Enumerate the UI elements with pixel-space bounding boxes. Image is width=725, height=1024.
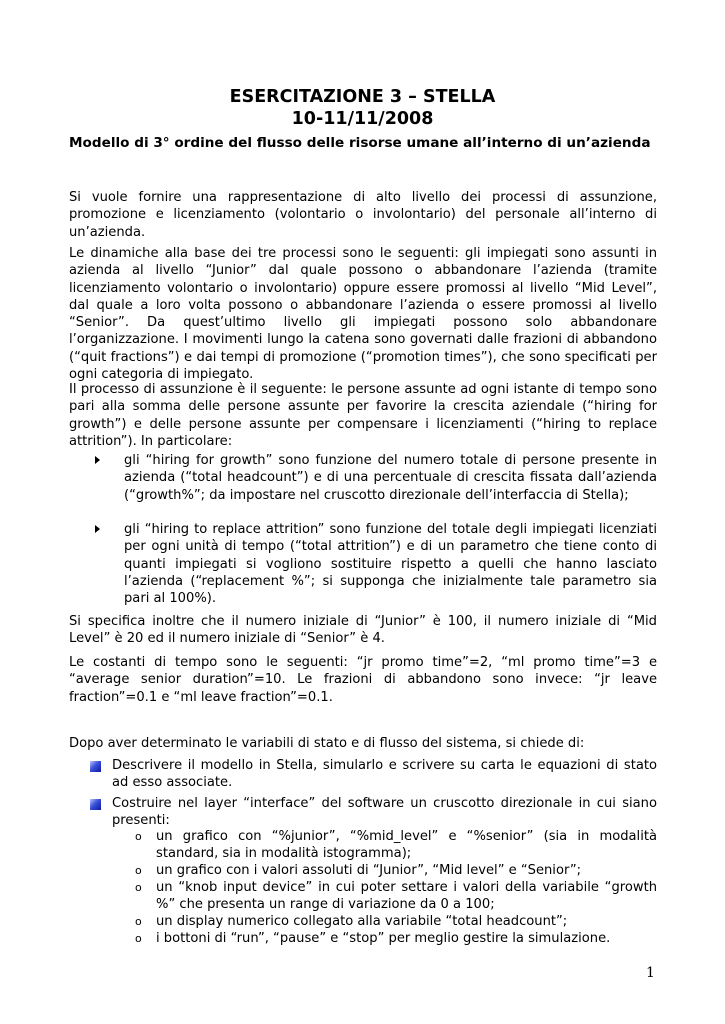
bullet-arrow-icon <box>95 456 100 464</box>
subitem-percent-chart: un grafico con “%junior”, “%mid_level” e “%senior” (sia in modalità standard, sia in modalità istogramma); <box>156 829 657 862</box>
paragraph-hiring: Il processo di assunzione è il seguente: le persone assunte ad ogni istante di tempo sono pari alla somma delle persone assunte per favorire la crescita aziendale (“hiring for growth”) e delle persone assunte per compensare i licenziamenti (“hiring to replace attrition”). In particolare: <box>69 382 657 449</box>
document-title: ESERCITAZIONE 3 – STELLA <box>229 87 496 107</box>
paragraph-initial-values: Si specifica inoltre che il numero iniziale di “Junior” è 100, il numero iniziale di “Mid Level” è 20 ed il numero iniziale di “Senior” è 4. <box>69 614 657 647</box>
square-bullet-icon <box>90 761 101 772</box>
subitem-control-buttons: i bottoni di “run”, “pause” e “stop” per meglio gestire la simulazione. <box>156 931 611 946</box>
task-build-dashboard: Costruire nel layer “interface” del software un cruscotto direzionale in cui siano presenti: <box>112 796 657 829</box>
page-number: 1 <box>646 965 655 981</box>
bullet-arrow-icon <box>95 525 100 533</box>
subitem-absolute-chart: un grafico con i valori assoluti di “Junior”, “Mid level” e “Senior”; <box>156 863 582 878</box>
circle-bullet-icon: o <box>135 915 142 928</box>
subitem-knob-input: un “knob input device” in cui poter settare i valori della variabile “growth %” che presenta un range di variazione da 0 a 100; <box>156 880 657 913</box>
paragraph-time-constants: Le costanti di tempo sono le seguenti: “jr promo time”=2, “ml promo time”=3 e “average senior duration”=10. Le frazioni di abbandono sono invece: “jr leave fraction”=0.1 e “ml leave fraction”=0.1. <box>69 655 657 705</box>
document-date: 10-11/11/2008 <box>291 109 434 129</box>
bullet-hiring-growth: gli “hiring for growth” sono funzione del numero totale di persone presente in azienda (“total headcount”) e di una percentuale di crescita fissata dall’azienda (“growth%”; da impostare nel cruscotto direzionale dell’interfaccia di Stella); <box>124 453 657 503</box>
square-bullet-icon <box>90 799 101 810</box>
paragraph-dynamics: Le dinamiche alla base dei tre processi sono le seguenti: gli impiegati sono assunti in azienda al livello “Junior” dal quale possono o abbandonare l’azienda (tramite licenziamento volontario o involontario) oppure essere promossi al livello “Mid Level”, dal quale a loro volta possono o abbandonare l’azienda o essere promossi al livello “Senior”. Da quest’ultimo livello gli impiegati possono solo abbandonare l’organizzazione. I movimenti lungo la catena sono governati dalle frazioni di abbandono (“quit fractions”) e dai tempi di promozione (“promotion times”), che sono specificati per ogni categoria di impiegato. <box>69 246 657 383</box>
paragraph-intro: Si vuole fornire una rappresentazione di alto livello dei processi di assunzione, promozione e licenziamento (volontario o involontario) del personale all’interno di un’azienda. <box>69 190 657 240</box>
circle-bullet-icon: o <box>135 881 142 894</box>
circle-bullet-icon: o <box>135 932 142 945</box>
bullet-hiring-replace: gli “hiring to replace attrition” sono funzione del totale degli impiegati licenziati per ogni unità di tempo (“total attrition”) e di un parametro che tiene conto di quanti impiegati si vogliono sostituire rispetto a quelli che hanno lasciato l’azienda (“replacement %”; si supponga che inizialmente tale parametro sia pari al 100%). <box>124 522 657 607</box>
document-subtitle: Modello di 3° ordine del flusso delle risorse umane all’interno di un’azienda <box>69 135 651 151</box>
circle-bullet-icon: o <box>135 830 142 843</box>
subitem-numeric-display: un display numerico collegato alla variabile “total headcount”; <box>156 914 568 929</box>
paragraph-request: Dopo aver determinato le variabili di stato e di flusso del sistema, si chiede di: <box>69 736 585 751</box>
circle-bullet-icon: o <box>135 864 142 877</box>
task-describe-model: Descrivere il modello in Stella, simularlo e scrivere su carta le equazioni di stato ad esso associate. <box>112 758 657 791</box>
